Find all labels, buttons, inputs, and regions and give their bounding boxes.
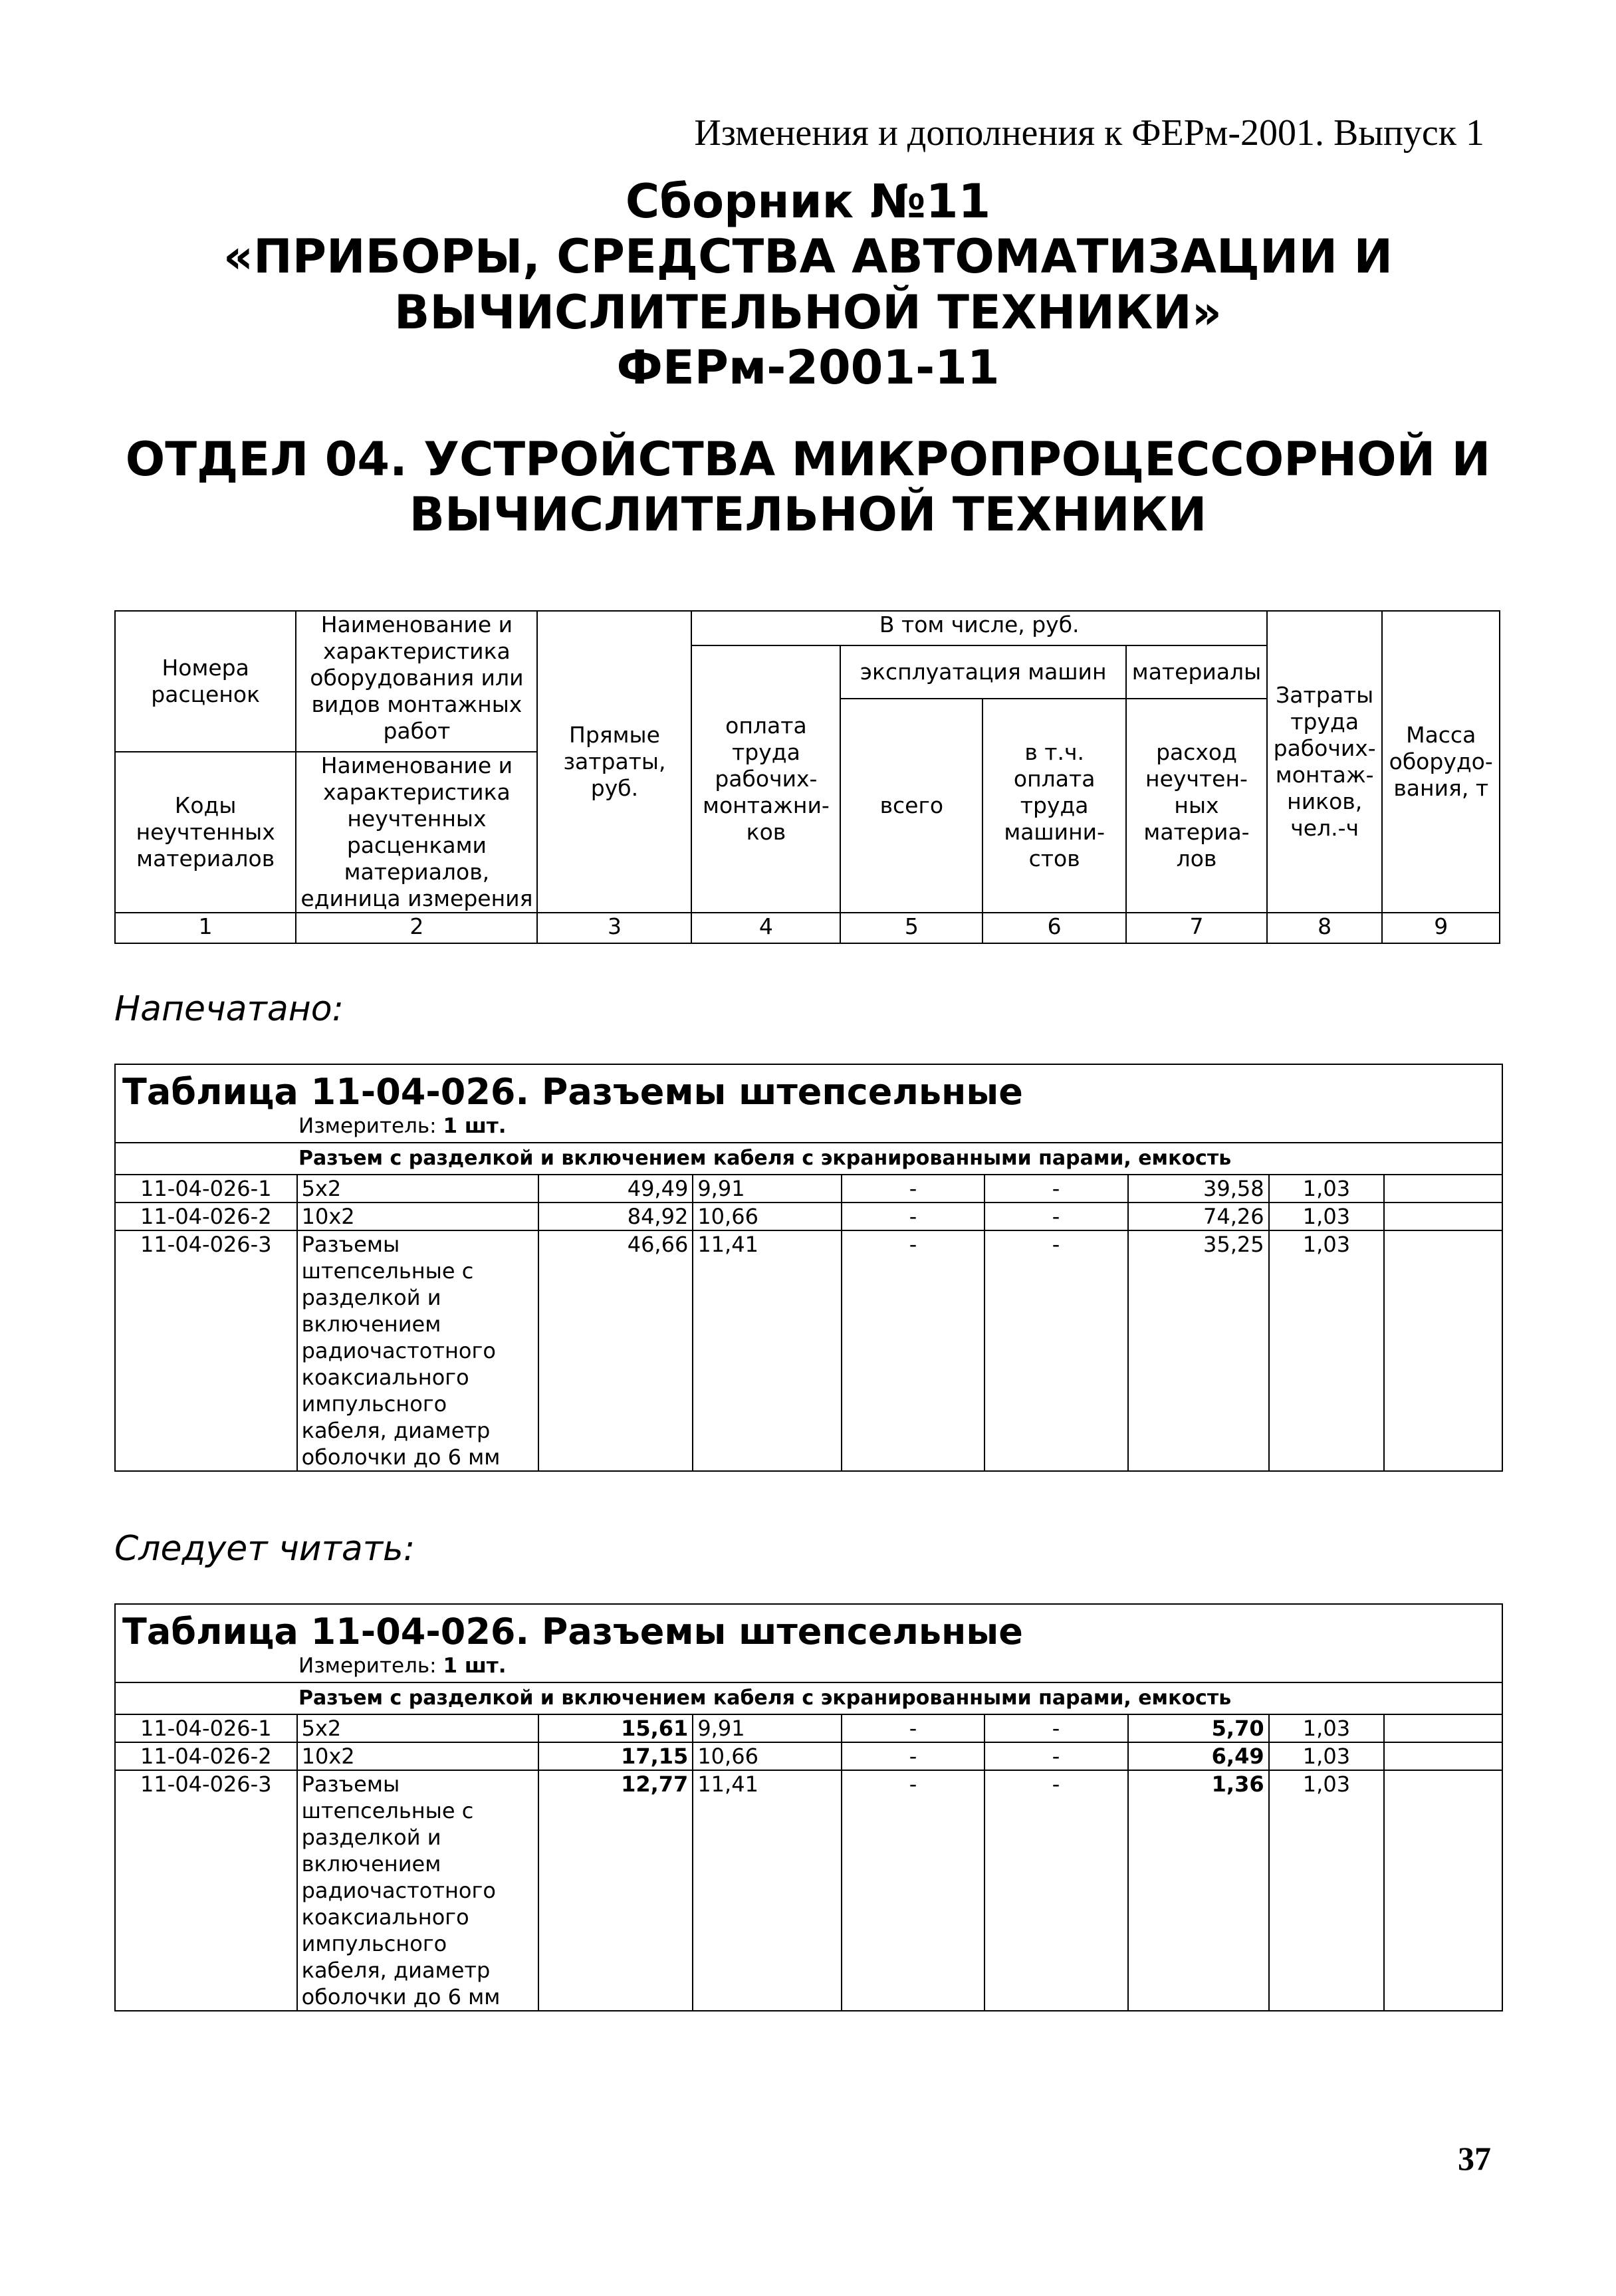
rate-name: 5x2 (297, 1714, 538, 1742)
rate-code: 11-04-026-1 (116, 1714, 297, 1742)
equipment-mass (1384, 1714, 1502, 1742)
labor-cost: 10,66 (693, 1203, 842, 1230)
materials-cost: 6,49 (1128, 1742, 1269, 1770)
rate-name: 10x2 (297, 1203, 538, 1230)
materials-cost: 39,58 (1128, 1175, 1269, 1203)
printed-meter (116, 1114, 1502, 1142)
materials-cost: 5,70 (1128, 1714, 1269, 1742)
corrected-group-heading: Разъем с разделкой и включением кабеля с экранированными парами, емкость (116, 1682, 1502, 1714)
column-number: 1 (115, 913, 296, 943)
header-including: В том числе, руб. (691, 611, 1266, 645)
machines-cost: - (842, 1203, 984, 1230)
machines-cost: - (842, 1742, 984, 1770)
collection-title (0, 174, 1616, 396)
title-line-1: Сборник №11 (625, 174, 991, 229)
printed-group-heading: Разъем с разделкой и включением кабеля с экранированными парами, емкость (116, 1142, 1502, 1174)
table-row (116, 1770, 1502, 2010)
direct-cost: 12,77 (538, 1770, 693, 2010)
table-row (116, 1230, 1502, 1470)
printed-rate-table (114, 1064, 1503, 1472)
machinist-cost: - (984, 1770, 1128, 2010)
printed-label: Напечатано: (114, 989, 344, 1029)
header-worker-pay: оплата труда рабочих-монтажни-ков (691, 645, 840, 913)
section-title (0, 432, 1616, 543)
rate-name: 5x2 (297, 1175, 538, 1203)
rate-code: 11-04-026-2 (116, 1742, 297, 1770)
corrected-meter (116, 1654, 1502, 1682)
materials-cost: 1,36 (1128, 1770, 1269, 2010)
header-labor-hours: Затраты труда рабочих-монтаж-ников, чел.-ч (1267, 611, 1382, 913)
section-line-1: ОТДЕЛ 04. УСТРОЙСТВА МИКРОПРОЦЕССОРНОЙ И (125, 432, 1491, 487)
labor-cost: 9,91 (693, 1714, 842, 1742)
meter-value: 1 шт. (443, 1654, 507, 1678)
equipment-mass (1384, 1770, 1502, 2010)
column-number: 8 (1267, 913, 1382, 943)
rate-name: Разъемы штепсельные с разделкой и включением радиочастотного коаксиального импульсного кабеля, диаметр оболочки до 6 мм (297, 1770, 538, 2010)
header-material-name: Наименование и характеристика неучтенных расценками материалов, единица измерения (296, 752, 537, 913)
table-row (116, 1203, 1502, 1230)
rate-name: 10x2 (297, 1742, 538, 1770)
direct-cost: 17,15 (538, 1742, 693, 1770)
header-materials: материалы (1126, 645, 1267, 699)
table-row (116, 1742, 1502, 1770)
table-row (116, 1714, 1502, 1742)
labor-hours: 1,03 (1269, 1770, 1385, 2010)
page-number: 37 (1458, 2140, 1491, 2177)
direct-cost: 15,61 (538, 1714, 693, 1742)
machines-cost: - (842, 1770, 984, 2010)
machines-cost: - (842, 1230, 984, 1470)
header-work-name: Наименование и характеристика оборудования или видов монтажных работ (296, 611, 537, 752)
materials-cost: 35,25 (1128, 1230, 1269, 1470)
machinist-cost: - (984, 1203, 1128, 1230)
column-number: 9 (1382, 913, 1500, 943)
table-row (116, 1175, 1502, 1203)
direct-cost: 46,66 (538, 1230, 693, 1470)
corrected-table-title: Таблица 11-04-026. Разъемы штепсельные (122, 1611, 1023, 1653)
header-direct-costs: Прямые затраты, руб. (537, 611, 691, 913)
labor-cost: 10,66 (693, 1742, 842, 1770)
rate-name: Разъемы штепсельные с разделкой и включением радиочастотного коаксиального импульсного кабеля, диаметр оболочки до 6 мм (297, 1230, 538, 1470)
rate-code: 11-04-026-1 (116, 1175, 297, 1203)
header-unaccounted-materials: расход неучтен-ных материа-лов (1126, 699, 1267, 913)
header-machines-total: всего (840, 699, 982, 913)
labor-hours: 1,03 (1269, 1175, 1385, 1203)
rate-code: 11-04-026-3 (116, 1230, 297, 1470)
corrected-rate-table (114, 1603, 1503, 2011)
header-machinist-pay: в т.ч. оплата труда машини-стов (982, 699, 1126, 913)
title-line-4: ФЕРм-2001-11 (616, 340, 1000, 395)
labor-hours: 1,03 (1269, 1742, 1385, 1770)
labor-hours: 1,03 (1269, 1230, 1385, 1470)
column-number: 3 (537, 913, 691, 943)
meter-label: Измеритель: (298, 1114, 437, 1138)
corrected-label: Следует читать: (114, 1529, 415, 1569)
column-number: 5 (840, 913, 982, 943)
equipment-mass (1384, 1742, 1502, 1770)
meter-value: 1 шт. (443, 1114, 507, 1138)
equipment-mass (1384, 1203, 1502, 1230)
labor-hours: 1,03 (1269, 1203, 1385, 1230)
labor-hours: 1,03 (1269, 1714, 1385, 1742)
running-header: Изменения и дополнения к ФЕРм-2001. Выпуск 1 (694, 112, 1484, 154)
labor-cost: 9,91 (693, 1175, 842, 1203)
labor-cost: 11,41 (693, 1770, 842, 2010)
meter-label: Измеритель: (298, 1654, 437, 1678)
direct-cost: 49,49 (538, 1175, 693, 1203)
title-line-3: ВЫЧИСЛИТЕЛЬНОЙ ТЕХНИКИ» (394, 285, 1222, 340)
labor-cost: 11,41 (693, 1230, 842, 1470)
materials-cost: 74,26 (1128, 1203, 1269, 1230)
equipment-mass (1384, 1230, 1502, 1470)
machinist-cost: - (984, 1175, 1128, 1203)
column-header-table (114, 610, 1500, 944)
header-rate-numbers: Номера расценок (115, 611, 296, 752)
header-equipment-mass: Масса оборудо-вания, т (1382, 611, 1500, 913)
column-number: 6 (982, 913, 1126, 943)
machines-cost: - (842, 1714, 984, 1742)
column-number: 2 (296, 913, 537, 943)
machines-cost: - (842, 1175, 984, 1203)
column-number: 4 (691, 913, 840, 943)
rate-code: 11-04-026-2 (116, 1203, 297, 1230)
equipment-mass (1384, 1175, 1502, 1203)
direct-cost: 84,92 (538, 1203, 693, 1230)
rate-code: 11-04-026-3 (116, 1770, 297, 2010)
machinist-cost: - (984, 1230, 1128, 1470)
machinist-cost: - (984, 1714, 1128, 1742)
column-number: 7 (1126, 913, 1267, 943)
section-line-2: ВЫЧИСЛИТЕЛЬНОЙ ТЕХНИКИ (409, 487, 1207, 542)
header-material-codes: Коды неучтенных материалов (115, 752, 296, 913)
title-line-2: «ПРИБОРЫ, СРЕДСТВА АВТОМАТИЗАЦИИ И (223, 229, 1393, 285)
printed-table-title: Таблица 11-04-026. Разъемы штепсельные (122, 1071, 1023, 1113)
machinist-cost: - (984, 1742, 1128, 1770)
header-machines: эксплуатация машин (840, 645, 1126, 699)
